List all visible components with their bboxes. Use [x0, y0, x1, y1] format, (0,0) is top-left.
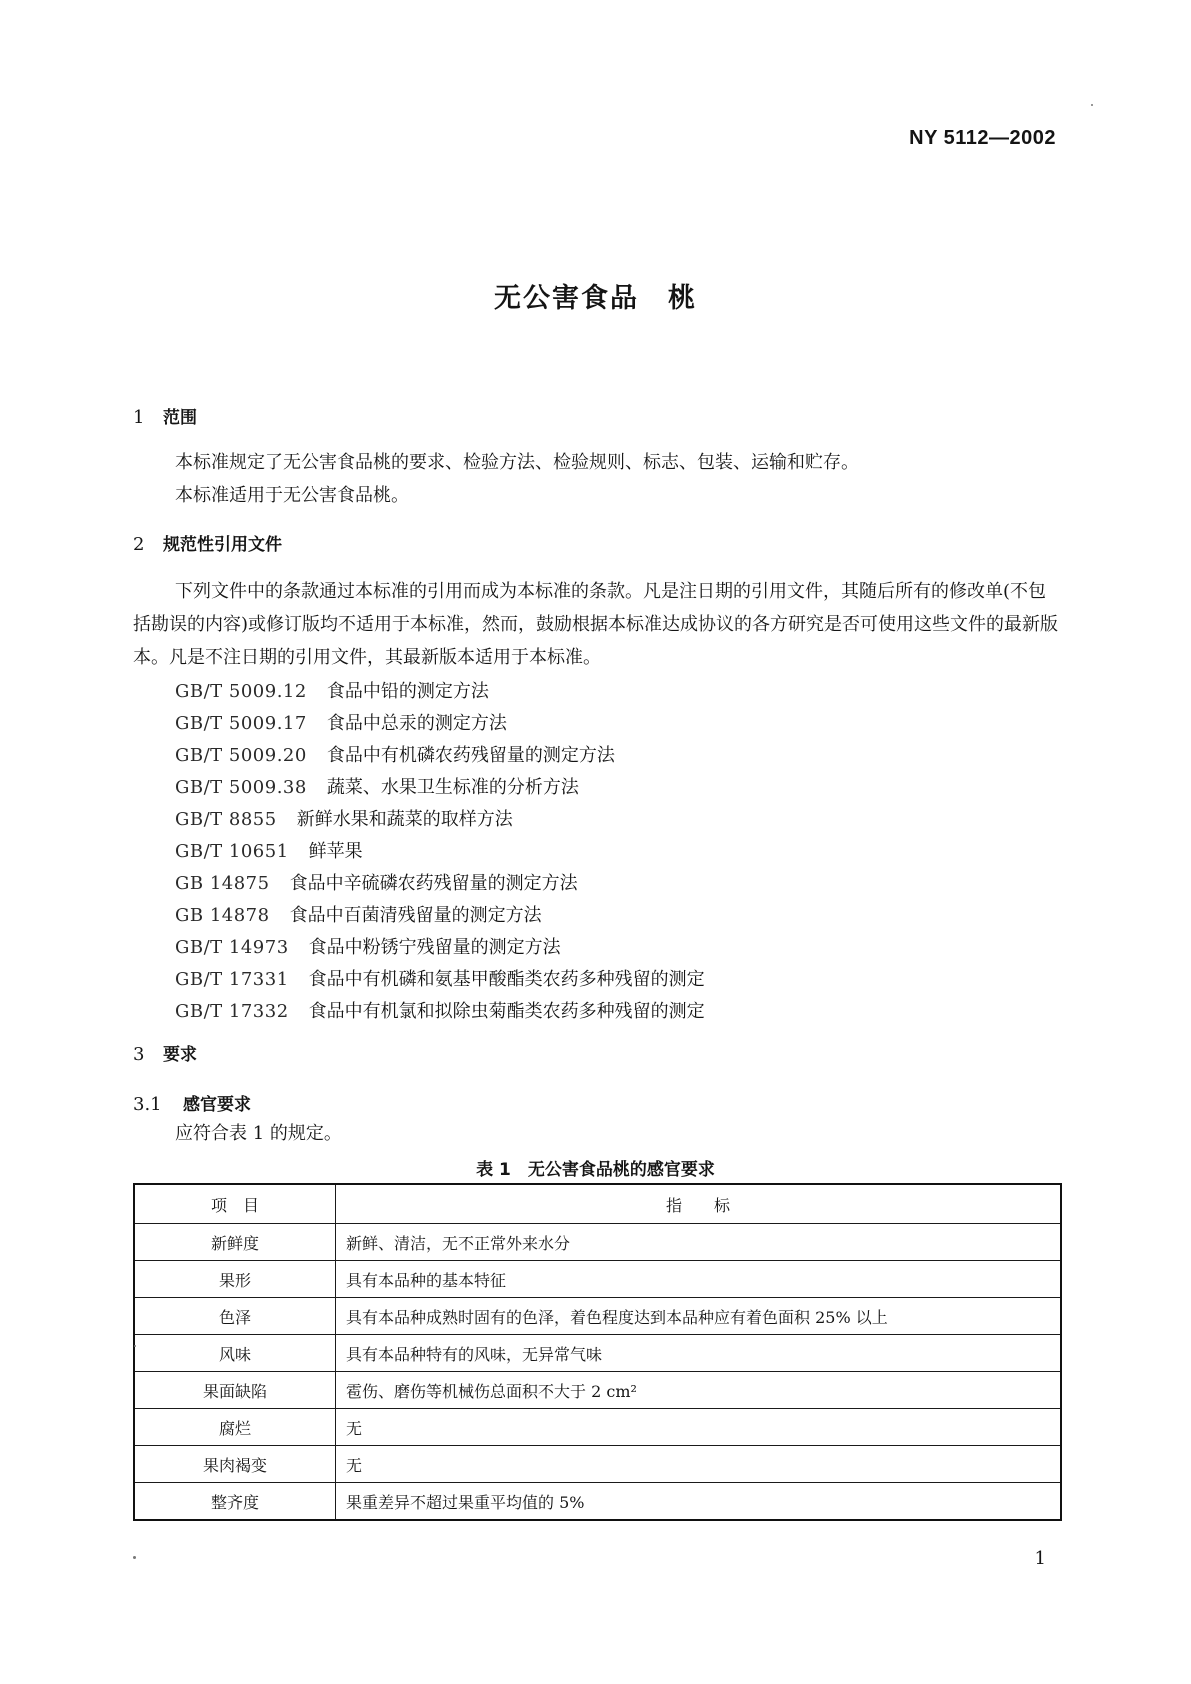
section-2-heading: [133, 530, 282, 555]
scan-speck: [1091, 104, 1093, 106]
section-1-paragraph: 本标准规定了无公害食品桃的要求、检验方法、检验规则、标志、包装、运输和贮存。: [175, 452, 859, 473]
row-value: 无: [336, 1446, 1062, 1483]
reference-title: 食品中总汞的测定方法: [326, 713, 507, 734]
section-title: 规范性引用文件: [163, 535, 282, 555]
table-row: [134, 1446, 1061, 1483]
row-value: 具有本品种的基本特征: [336, 1261, 1062, 1298]
standard-code: NY 5112—2002: [909, 127, 1056, 149]
row-value: 具有本品种特有的风味，无异常气味: [336, 1335, 1062, 1372]
section-title: 要求: [163, 1045, 197, 1065]
section-2-intro: 下列文件中的条款通过本标准的引用而成为本标准的条款。凡是注日期的引用文件，其随后所有的修改单(不包括勘误的内容)或修订版均不适用于本标准，然而，鼓励根据本标准达成协议的各方研究是否可使用这些文件的最新版本。凡是不注日期的引用文件，其最新版本适用于本标准。: [133, 581, 1059, 668]
reference-item: [175, 868, 705, 900]
reference-code: GB/T 17332: [175, 1001, 289, 1022]
row-value: 雹伤、磨伤等机械伤总面积不大于 2 cm²: [336, 1372, 1062, 1409]
reference-title: 食品中粉锈宁残留量的测定方法: [308, 937, 561, 958]
reference-list: [175, 676, 705, 1028]
reference-item: [175, 708, 705, 740]
reference-code: GB/T 5009.12: [175, 681, 307, 702]
table-row: [134, 1372, 1061, 1409]
scan-speck: [133, 1556, 136, 1559]
reference-item: [175, 772, 705, 804]
reference-code: GB/T 17331: [175, 969, 289, 990]
reference-item: [175, 676, 705, 708]
table-row: [134, 1335, 1061, 1372]
reference-code: GB/T 10651: [175, 841, 289, 862]
reference-title: 蔬菜、水果卫生标准的分析方法: [326, 777, 579, 798]
row-item: 新鲜度: [134, 1224, 336, 1261]
sensory-requirements-table: [133, 1183, 1062, 1521]
section-1-paragraph: 本标准适用于无公害食品桃。: [175, 485, 409, 506]
reference-item: [175, 996, 705, 1028]
reference-title: 鲜苹果: [308, 841, 363, 862]
row-item: 腐烂: [134, 1409, 336, 1446]
column-header-index: 指 标: [336, 1184, 1062, 1224]
reference-item: [175, 932, 705, 964]
row-value: 无: [336, 1409, 1062, 1446]
reference-item: [175, 740, 705, 772]
reference-code: GB/T 5009.38: [175, 777, 307, 798]
row-item: 果形: [134, 1261, 336, 1298]
reference-code: GB 14875: [175, 873, 270, 894]
page-title: 无公害食品 桃: [494, 283, 697, 314]
reference-code: GB/T 8855: [175, 809, 277, 830]
table-row: [134, 1224, 1061, 1261]
row-value: 果重差异不超过果重平均值的 5%: [336, 1483, 1062, 1521]
reference-code: GB 14878: [175, 905, 270, 926]
reference-title: 食品中有机氯和拟除虫菊酯类农药多种残留的测定: [308, 1001, 705, 1022]
section-3-1-text: 应符合表 1 的规定。: [175, 1123, 342, 1144]
section-number: 1: [133, 407, 145, 428]
row-value: 具有本品种成熟时固有的色泽，着色程度达到本品种应有着色面积 25% 以上: [336, 1298, 1062, 1335]
row-item: 色泽: [134, 1298, 336, 1335]
column-header-item: 项 目: [134, 1184, 336, 1224]
table-row: [134, 1261, 1061, 1298]
page-number: 1: [1034, 1548, 1046, 1569]
section-number: 3.1: [133, 1094, 162, 1115]
section-number: 2: [133, 534, 145, 555]
section-3-1-heading: [133, 1090, 251, 1115]
reference-title: 新鲜水果和蔬菜的取样方法: [296, 809, 513, 830]
section-title: 范围: [163, 408, 197, 428]
table-header-row: [134, 1184, 1061, 1224]
section-1-heading: [133, 403, 197, 428]
reference-item: [175, 964, 705, 996]
row-item: 果肉褐变: [134, 1446, 336, 1483]
section-title: 感官要求: [183, 1095, 251, 1115]
table-row: [134, 1409, 1061, 1446]
row-value: 新鲜、清洁，无不正常外来水分: [336, 1224, 1062, 1261]
reference-title: 食品中铅的测定方法: [326, 681, 489, 702]
reference-title: 食品中百菌清残留量的测定方法: [289, 905, 542, 926]
section-3-heading: [133, 1040, 197, 1065]
scan-speck: [134, 1345, 136, 1347]
reference-code: GB/T 5009.17: [175, 713, 307, 734]
row-item: 风味: [134, 1335, 336, 1372]
row-item: 果面缺陷: [134, 1372, 336, 1409]
table-row: [134, 1298, 1061, 1335]
reference-title: 食品中辛硫磷农药残留量的测定方法: [289, 873, 578, 894]
row-item: 整齐度: [134, 1483, 336, 1521]
reference-item: [175, 900, 705, 932]
reference-title: 食品中有机磷和氨基甲酸酯类农药多种残留的测定: [308, 969, 705, 990]
reference-code: GB/T 5009.20: [175, 745, 307, 766]
reference-title: 食品中有机磷农药残留量的测定方法: [326, 745, 615, 766]
reference-item: [175, 804, 705, 836]
table-caption: 表 1 无公害食品桃的感官要求: [476, 1160, 715, 1180]
section-number: 3: [133, 1044, 145, 1065]
table-row: [134, 1483, 1061, 1521]
reference-code: GB/T 14973: [175, 937, 289, 958]
reference-item: [175, 836, 705, 868]
